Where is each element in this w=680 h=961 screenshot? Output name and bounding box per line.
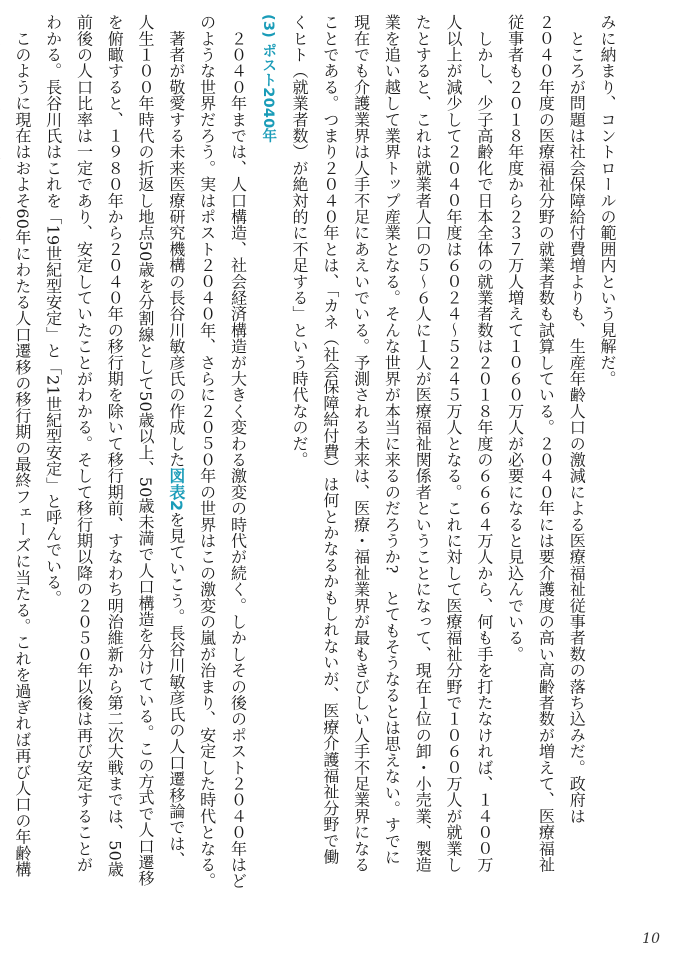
text-line: みに納まり、コントロールの範囲内という見解だ。 <box>598 14 617 387</box>
text-segment: を見ていこう。長谷川敏彦氏の人口遷移論では、 <box>166 511 186 868</box>
text-line: ところが問題は社会保障給付費増よりも、生産年齢人口の激減による医療福祉従事者数の落ち込みだ。政府は <box>567 14 587 824</box>
text-line: くヒト（就業者数）が絶対的に不足する」という時代なのだ。 <box>290 14 310 468</box>
text-line: たとすると、これは就業者人口の５〜６人に１人が医療福祉関係者ということになって、現在１位の卸・小売業、製造 <box>413 14 433 873</box>
figure-reference[interactable]: 図表2 <box>166 467 186 512</box>
text-line: しかし、少子高齢化で日本全体の就業者数は２０１８年度の６６６４万人から、何も手を打たなければ、１４００万 <box>474 14 494 873</box>
text-line: 業を追い越して業界トップ産業となる。そんな世界が本当に来るのだろうか? とてもそうなるとは思えない。すでに <box>382 14 402 866</box>
text-line: 前後の人口比率は一定であり、安定していたことがわかる。そして移行期以降の２０５０年以後は再び安定することが <box>74 14 94 873</box>
page-number: 10 <box>642 931 660 947</box>
text-line: わかる。長谷川氏はこれを「19世紀型安定」と「21世紀型安定」と呼んでいる。 <box>43 14 63 607</box>
text-line: このように現在はおよそ60年にわたる人口遷移の移行期の最終フェーズに当たる。これを過ぎれば再び人口の年齢構 <box>12 14 32 878</box>
text-line: 人以上が減少して２０４０年度は６０２４〜５２４５万人となる。これに対して医療福祉分野で１０６０万人が就業し <box>444 14 464 873</box>
text-line: 現在でも介護業界は人手不足にあえいでいる。予測される未来は、医療・福祉業界が最もきびしい人手不足業界になる <box>351 14 371 873</box>
text-line: のような世界だろう。実はポスト２０４０年、さらに２０５０年の世界はこの激変の嵐が治まり、安定した時代となる。 <box>197 14 217 889</box>
section-heading: (3) ポスト2040年 <box>260 14 277 144</box>
text-segment: 著者が敬愛する未来医療研究機構の長谷川敏彦氏の作成した <box>166 14 186 468</box>
text-line <box>160 14 191 914</box>
text-line: 従事者も２０１８年度から２３７万人増えて１０６０万人が必要になると見込んでいる。 <box>505 14 525 662</box>
text-line: ことである。つまり２０４０年とは、「カネ（社会保障給付費）は何とかなるかもしれないが、医療介護福祉分野で働 <box>320 14 340 865</box>
body-text <box>12 14 622 914</box>
text-line: 人生１００年時代の折返し地点50歳を分割線として50歳以上、50歳未満で人口構造を分けている。この方式で人口遷移 <box>136 14 156 887</box>
text-line: を俯瞰すると、１９８０年から２０４０年の移行期を除いて移行期前、すなわち明治維新から第二次大戦までは、50歳 <box>105 14 125 878</box>
text-line: ２０４０年までは、人口構造、社会経済構造が大きく変わる激変の時代が続く。しかしその後のポスト２０４０年はど <box>228 14 248 889</box>
text-line: ２０４０年度の医療福祉分野の就業者数も試算している。２０４０年には要介護度の高い高齢者数が増えて、医療福祉 <box>536 14 556 873</box>
